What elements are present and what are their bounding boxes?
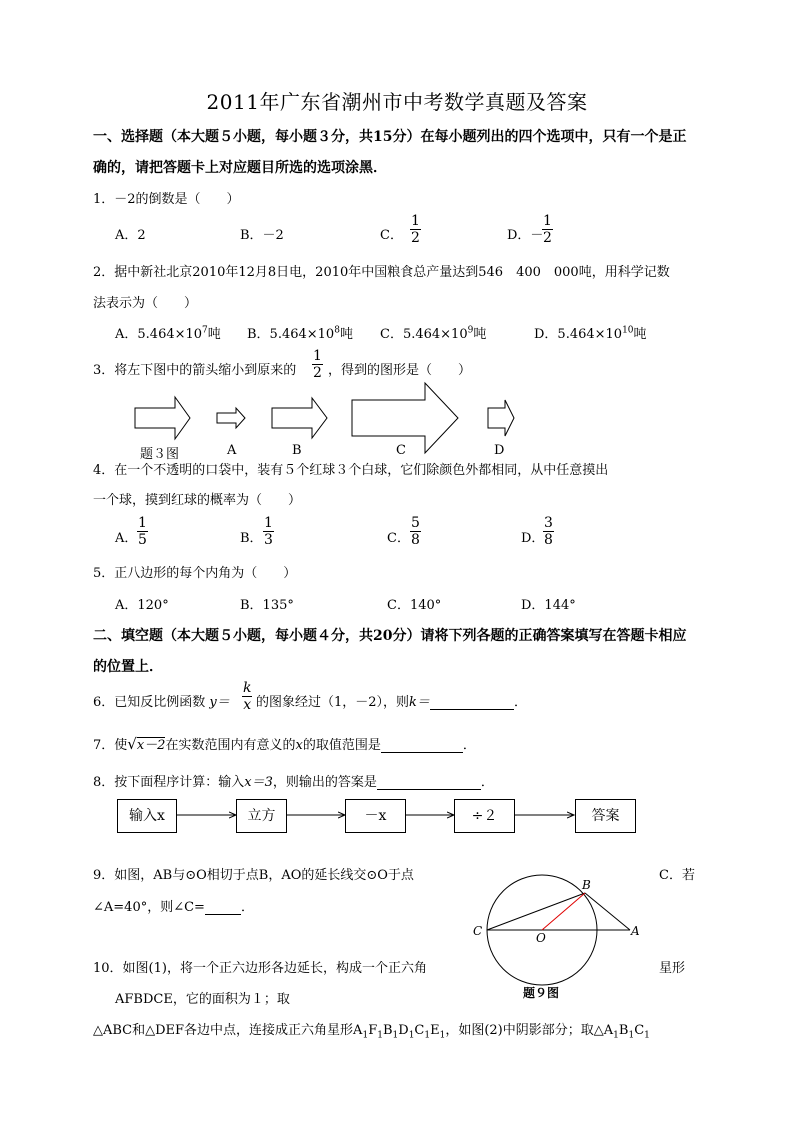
q7-line <box>93 734 476 753</box>
subscript: 1 <box>392 1030 399 1041</box>
fraction-denominator: 8 <box>411 532 420 548</box>
subscript: 1 <box>613 1030 619 1041</box>
q4-option-a: A． <box>115 531 138 546</box>
subscript: 1 <box>644 1030 650 1041</box>
q10-line3: △ABC和△DEF各边中点，连接成正六角星形$A_1F_1B_1D_1C_1E_1$，如图(2)中阴影部分；取$\triangle A_1B_1C_1$ <box>93 1023 650 1041</box>
option-unit: 吨 <box>207 327 221 342</box>
subscript: 1 <box>408 1030 415 1041</box>
sqrt-icon: √ <box>127 735 137 753</box>
flow-box-cube: 立方 <box>236 799 287 833</box>
q6-line <box>93 691 230 710</box>
q9-answer-blank[interactable] <box>205 900 241 915</box>
q9-line1: 9．如图，AB与⊙O相切于点B，AO的延长线交⊙O于点 <box>93 868 414 883</box>
q2-option-c <box>380 323 486 342</box>
q3-stem-pre: 3．将左下图中的箭头缩小到原来的 <box>93 363 297 378</box>
page-title: 2011年广东省潮州市中考数学真题及答案 <box>206 90 588 114</box>
q4-option-b-fraction <box>263 515 274 548</box>
option-unit: 吨 <box>339 327 353 342</box>
q6-answer-blank[interactable] <box>430 695 514 710</box>
q10-line2: AFBDCE，它的面积为１；取 <box>115 992 290 1007</box>
q9-label-b: B <box>582 878 591 892</box>
q6-fraction <box>242 680 252 713</box>
q3-arrow-a <box>217 408 245 428</box>
option-text: C．5.464×10 <box>380 327 468 342</box>
q1-stem: 1．－2的倒数是（ ） <box>93 192 240 207</box>
q7-end: ． <box>462 738 476 753</box>
subscript: 1 <box>362 1030 369 1041</box>
q4-line2: 一个球，摸到红球的概率为（ ） <box>93 493 302 508</box>
q10-line3-pre: △ABC和△DEF各边中点，连接成正六角星形A <box>93 1023 363 1038</box>
subscript: 1 <box>628 1030 635 1041</box>
q3-original-arrow <box>135 397 190 439</box>
fraction-denominator: 3 <box>264 532 273 548</box>
option-text: D．5.464×10 <box>534 327 623 342</box>
section2-line1: 二、填空题（本大题５小题，每小题４分，共20分）请将下列各题的正确答案填写在答题卡相应 <box>93 628 687 644</box>
q6-end: ． <box>513 695 527 710</box>
q1-option-a: A．2 <box>115 228 146 243</box>
exponent: 10 <box>622 325 634 336</box>
subscript: 1 <box>424 1030 431 1041</box>
q7-var: x <box>295 738 303 753</box>
fraction-numerator: 1 <box>138 515 147 531</box>
q8-x-equals: x＝3 <box>244 775 273 790</box>
flow-box-divide: ÷２ <box>454 799 515 833</box>
q9-tangent-ab <box>585 893 630 930</box>
q1-option-c: C． <box>380 228 403 243</box>
q9-label-a: A <box>631 924 640 938</box>
q7-mid: 在实数范围内有意义的 <box>165 738 296 753</box>
q3-stem-post: ，得到的图形是（ ） <box>328 363 472 378</box>
q3-label-c: C <box>396 443 406 458</box>
flow-box-minus-x: －x <box>345 799 406 833</box>
q9-figure <box>472 866 652 996</box>
q1-option-b: B．－2 <box>240 228 284 243</box>
fraction-numerator: 1 <box>313 348 322 364</box>
q8-line <box>93 771 494 790</box>
fraction-denominator: 2 <box>411 230 420 246</box>
fraction-denominator: x <box>243 697 252 713</box>
q4-option-d-fraction <box>543 515 554 548</box>
q1-option-d-fraction <box>542 213 553 246</box>
q4-option-c: C． <box>387 531 410 546</box>
q9-line1-end: C．若 <box>659 868 695 883</box>
q9-label-o: O <box>536 931 546 945</box>
q3-arrow-d <box>488 400 514 436</box>
q6-line-end <box>256 691 527 710</box>
subscript: 1 <box>377 1030 383 1041</box>
flow-box-answer: 答案 <box>575 799 636 833</box>
q10-line3-mid: ，如图(2)中阴影部分；取△A <box>445 1023 614 1038</box>
q2-line1: 2．据中新社北京2010年12月8日电，2010年中国粮食总产量达到546 400 000吨，用科学记数 <box>93 265 670 280</box>
q4-option-a-fraction <box>137 515 148 548</box>
exponent: 8 <box>334 325 340 336</box>
section1-line2: 确的，请把答题卡上对应题目所选的选项涂黑． <box>93 160 387 176</box>
q3-label-d: D <box>494 443 505 458</box>
q9-radius-ob <box>542 893 585 930</box>
fraction-denominator: 2 <box>543 230 552 246</box>
q8-end: ． <box>480 775 494 790</box>
q9-line-cb <box>487 893 585 930</box>
q3-fraction <box>312 348 323 381</box>
q7-radicand: x－2 <box>136 738 166 753</box>
q9-line2-end: ． <box>240 900 254 915</box>
q2-option-d <box>534 323 647 342</box>
fraction-numerator: k <box>243 680 252 696</box>
q7-pre: 7．使 <box>93 738 128 753</box>
q6-k-equals: k＝ <box>409 695 430 710</box>
fraction-numerator: 5 <box>411 515 420 531</box>
subscript: 1 <box>439 1030 446 1041</box>
option-unit: 吨 <box>473 327 487 342</box>
exponent: 9 <box>467 325 474 336</box>
fraction-numerator: 1 <box>264 515 273 531</box>
q7-post: 的取值范围是 <box>302 738 381 753</box>
option-text: A．5.464×10 <box>115 327 203 342</box>
q9-line2 <box>93 896 254 915</box>
exponent: 7 <box>202 325 208 336</box>
fraction-numerator: 1 <box>411 213 420 229</box>
q5-option-d: D．144° <box>521 598 576 613</box>
section2-line2: 的位置上． <box>93 659 163 675</box>
q10-line1-end: 星形 <box>659 961 686 976</box>
q6-y-equals: y＝ <box>209 695 230 710</box>
fraction-numerator: 1 <box>543 213 552 229</box>
q8-pre: 8．按下面程序计算：输入 <box>93 775 245 790</box>
section1-line1: 一、选择题（本大题５小题，每小题３分，共15分）在每小题列出的四个选项中，只有一个是正 <box>93 129 687 145</box>
q5-option-b: B．135° <box>240 598 294 613</box>
q3-arrow-b <box>272 398 327 438</box>
q3-label-a: A <box>227 443 237 458</box>
q6-pre: 6．已知反比例函数 <box>93 695 206 710</box>
q8-answer-blank[interactable] <box>377 775 481 790</box>
q2-line2: 法表示为（ ） <box>93 296 198 311</box>
q7-answer-blank[interactable] <box>381 738 463 753</box>
q9-line2-pre: ∠A=40°，则∠C= <box>93 900 205 915</box>
q3-figure-caption: 题３图 <box>140 447 180 462</box>
q5-option-a: A．120° <box>115 598 169 613</box>
option-unit: 吨 <box>633 327 647 342</box>
q4-option-d: D． <box>521 531 545 546</box>
q10-line1: 10．如图(1)，将一个正六边形各边延长，构成一个正六角 <box>93 961 427 976</box>
q3-arrows-figure <box>0 390 794 470</box>
option-text: B．5.464×10 <box>247 327 335 342</box>
fraction-denominator: 2 <box>313 365 322 381</box>
q1-option-c-fraction <box>410 213 421 246</box>
flow-box-input: 输入x <box>117 799 177 833</box>
q8-post: ，则输出的答案是 <box>272 775 377 790</box>
q3-label-b: B <box>292 443 302 458</box>
fraction-denominator: 5 <box>138 532 147 548</box>
q2-option-a <box>115 323 221 342</box>
fraction-numerator: 3 <box>544 515 553 531</box>
q5-stem: 5．正八边形的每个内角为（ ） <box>93 566 297 581</box>
q4-option-b: B． <box>240 531 263 546</box>
q1-option-d: D．－ <box>507 228 544 243</box>
q5-option-c: C．140° <box>387 598 442 613</box>
fraction-denominator: 8 <box>544 532 553 548</box>
q4-option-c-fraction <box>410 515 421 548</box>
q9-label-c: C <box>473 924 483 938</box>
q6-mid: 的图象经过（1，－2），则 <box>256 695 410 710</box>
q9-figure-caption: 题９图 <box>523 986 560 1000</box>
q2-option-b <box>247 323 353 342</box>
q4-line1: 4．在一个不透明的口袋中，装有５个红球３个白球，它们除颜色外都相同，从中任意摸出 <box>93 463 609 478</box>
